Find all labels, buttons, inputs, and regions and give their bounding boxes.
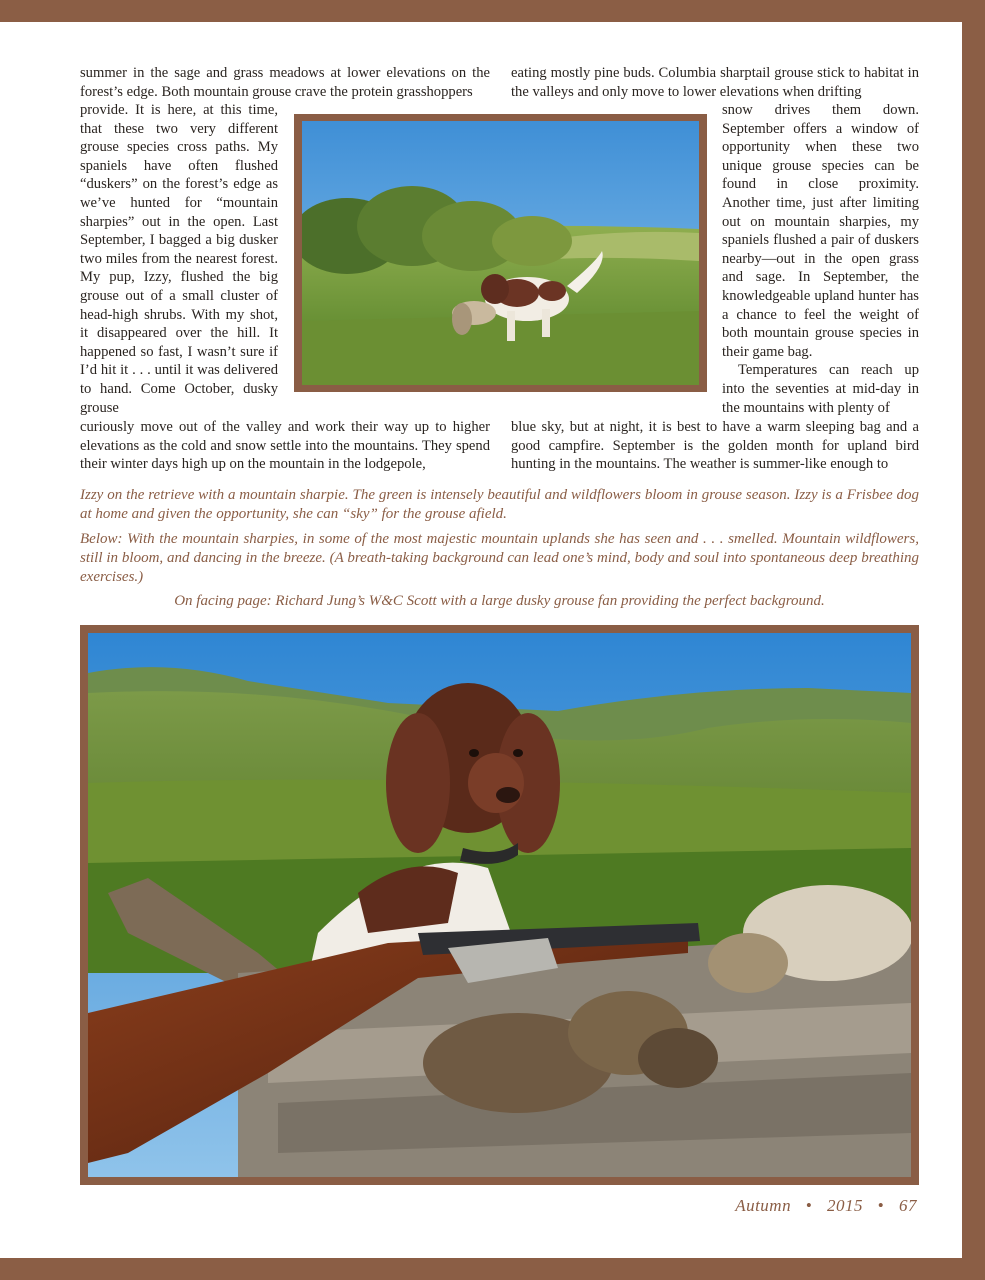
- photo-frame-sharpies: [80, 625, 919, 1185]
- caption-retrieve: Izzy on the retrieve with a mountain sharpie. The green is intensely beautiful and wildflowers bloom in grouse season. Izzy is a Frisbee dog at home and given the opportunity, she can “sky” for the grouse afield.: [80, 487, 919, 522]
- footer-separator-2: •: [877, 1196, 885, 1215]
- article-col2-bottom: blue sky, but at night, it is best to have a warm sleeping bag and a good campfire. September is the golden month for upland bird hunting in the mountains. The weather is summer-like enough to: [511, 419, 919, 473]
- page-footer: [735, 1196, 917, 1216]
- sharpies-scene-image: [88, 633, 911, 1177]
- article-col2-top: eating mostly pine buds. Columbia sharptail grouse stick to habitat in the valleys and only move to lower elevations when drifting: [511, 65, 919, 100]
- retrieve-scene-image: [302, 121, 699, 385]
- footer-year: 2015: [827, 1196, 864, 1215]
- footer-page-number: 67: [899, 1196, 917, 1215]
- article-col2-wrap: snow drives them down. September offers a window of opportunity when these two unique grouse species can be found in close proximity. Another time, just after limiting out on mountain sharpies, my spaniels flushed a pair of duskers nearby—out in the open grass and sage. In September, the knowledgeable upland hunter has a chance to feel the weight of both mountain grouse species in their game bag. Temperatures can reach up into the seventies at mid-day in the mountains with plenty of: [722, 102, 919, 416]
- article-col1-bottom: curiously move out of the valley and work their way up to higher elevations as the cold and snow settle into the mountains. They spend their winter days high up on the mountain in the lodgepole,: [80, 419, 490, 473]
- photo-dog-sharpies: [88, 633, 911, 1177]
- caption-facing-page: On facing page: Richard Jung’s W&C Scott with a large dusky grouse fan providing the perfect background.: [174, 593, 825, 609]
- article-col1-top: summer in the sage and grass meadows at lower elevations on the forest’s edge. Both mountain grouse crave the protein grasshoppers: [80, 65, 490, 100]
- caption-below: Below: With the mountain sharpies, in some of the most majestic mountain uplands she has seen and . . . smelled. Mountain wildflowers, still in bloom, and dancing in the breeze. (A breath-taking background can lead one’s mind, body and soul into spontaneous deep breathing exercises.): [80, 531, 919, 585]
- article-col1-wrap: provide. It is here, at this time, that these two very different grouse species cross paths. My spaniels have often flushed “duskers” on the forest’s edge as we’ve hunted for “mountain sharpies” out in the open. Last September, I bagged a big dusker two miles from the nearest forest. My pup, Izzy, flushed the big grouse out of a small cluster of head-high shrubs. With my shot, it disappeared over the hill. It happened so fast, I wasn’t sure if I’d hit it . . . until it was delivered to hand. Come October, dusky grouse: [80, 102, 278, 416]
- photo-dog-retrieve: [302, 121, 699, 385]
- magazine-page: [0, 22, 962, 1258]
- footer-season: Autumn: [735, 1196, 792, 1215]
- photo-frame-retrieve: [294, 114, 707, 392]
- footer-separator: •: [805, 1196, 813, 1215]
